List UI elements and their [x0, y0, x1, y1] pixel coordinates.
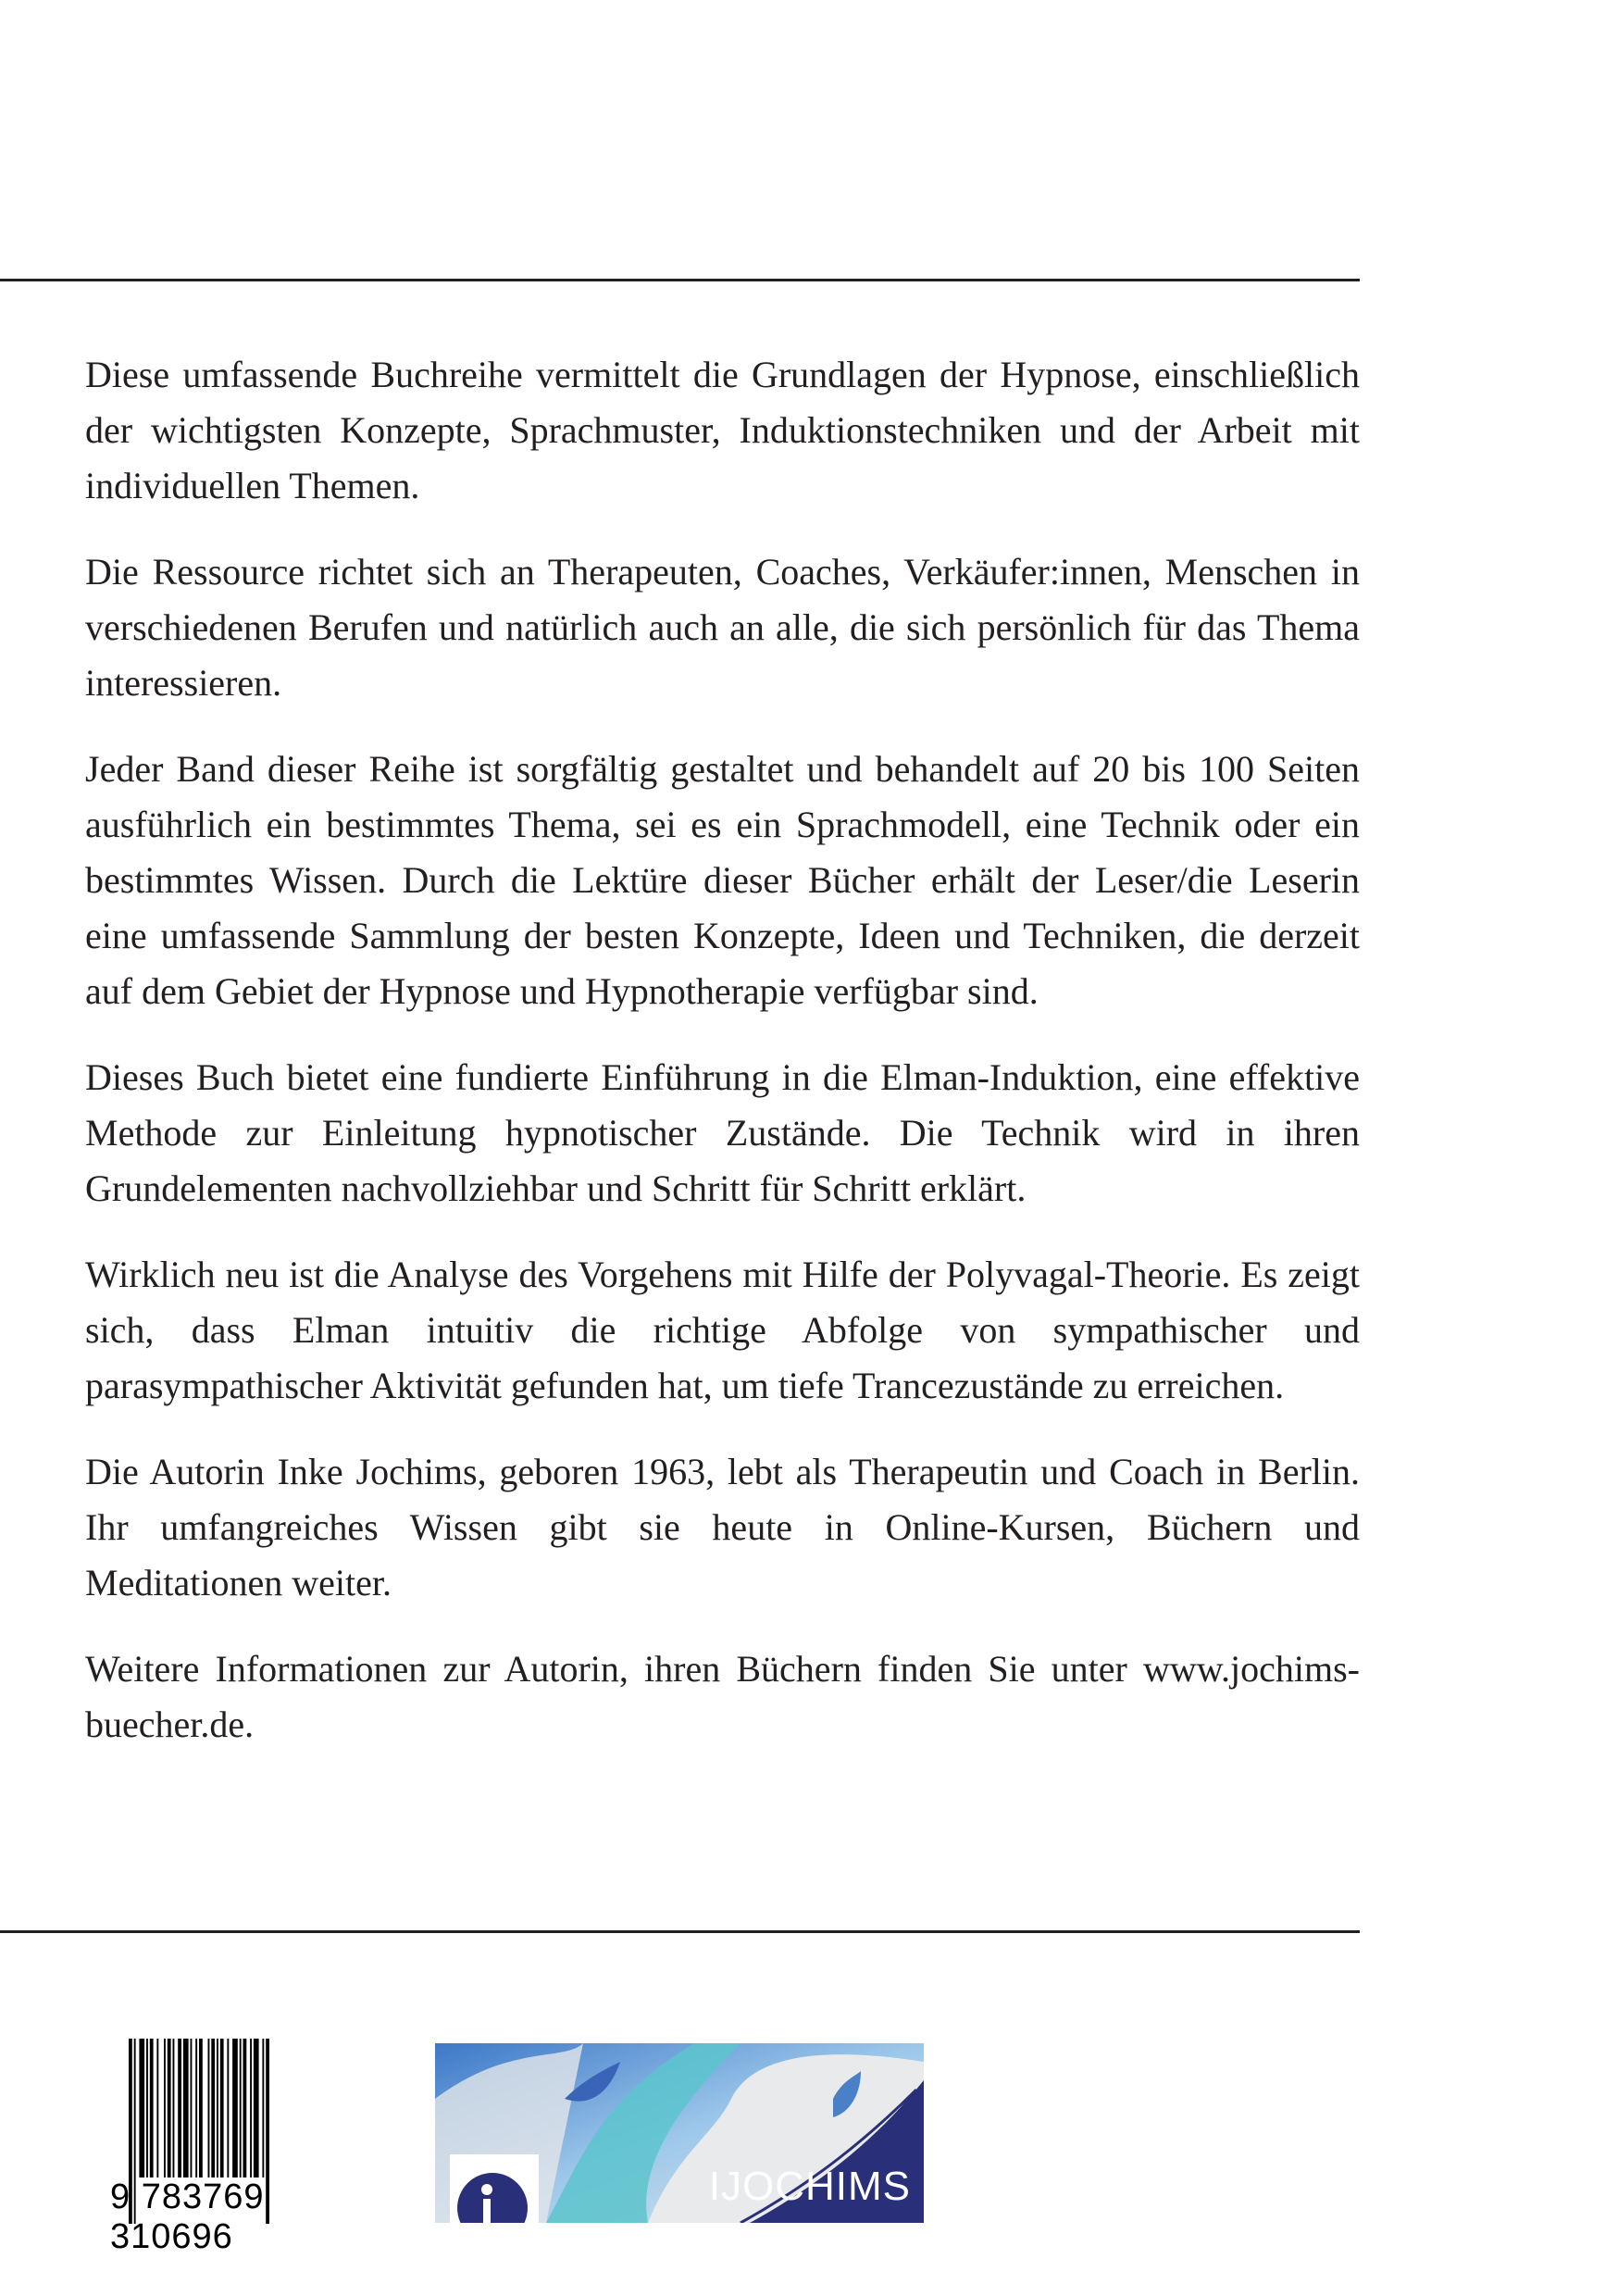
barcode-bar [150, 2039, 154, 2177]
barcode-bar [240, 2039, 242, 2177]
barcode-bar [232, 2039, 238, 2177]
paragraph-book: Dieses Buch bietet eine fundierte Einführung in die Elman-Induktion, eine effektive Methode zur Einleitung hypnotischer Zustände. Die Technik wird in ihren Grundelementen nachvollziehbar und Schritt für Schritt erklärt. [85, 1056, 1360, 1209]
barcode-bar [243, 2039, 247, 2177]
barcode-bar [208, 2039, 210, 2177]
paragraph-audience: Die Ressource richtet sich an Therapeuten, Coaches, Verkäufer:innen, Menschen in verschiedenen Berufen und natürlich auch an alle, die sich persönlich für das Thema interessieren. [85, 551, 1360, 704]
paragraph-website: Weitere Informationen zur Autorin, ihren Büchern finden Sie unter www.jochims-buecher.de. [85, 1648, 1360, 1745]
paragraph-series: Diese umfassende Buchreihe vermittelt die Grundlagen der Hypnose, einschließlich der wichtigsten Konzepte, Sprachmuster, Induktionstechniken und der Arbeit mit individuellen Themen. [85, 354, 1360, 506]
barcode-bar [195, 2039, 197, 2177]
barcode-bar [254, 2039, 259, 2177]
paragraph-author: Die Autorin Inke Jochims, geboren 1963, lebt als Therapeutin und Coach in Berlin. Ihr umfangreiches Wissen gibt sie heute in Online-Kursen, Büchern und Meditationen weiter. [85, 1451, 1360, 1603]
paragraph-polyvagal: Wirklich neu ist die Analyse des Vorgehens mit Hilfe der Polyvagal-Theorie. Es zeigt sich, dass Elman intuitiv die richtige Abfolge von sympathischer und parasympathischer Aktivität gefunden hat, um tiefe Trancezustände zu erreichen. [85, 1254, 1360, 1406]
barcode-bar [156, 2039, 158, 2177]
paragraph-volumes: Jeder Band dieser Reihe ist sorgfältig gestaltet und behandelt auf 20 bis 100 Seiten ausführlich ein bestimmtes Thema, sei es ein Sprachmodell, eine Technik oder ein bestimmtes Wissen. Durch die Lektüre dieser Bücher erhält der Leser/die Leserin eine umfassende Sammlung der besten Konzepte, Ideen und Techniken, die derzeit auf dem Gebiet der Hypnose und Hypnotherapie verfügbar sind. [85, 748, 1360, 1012]
barcode-bar [262, 2039, 264, 2177]
barcode-bar [211, 2039, 215, 2177]
barcode-bar [217, 2039, 218, 2177]
barcode-bar [183, 2039, 189, 2177]
barcode-bar [227, 2039, 229, 2177]
back-cover-text [85, 347, 1360, 1783]
bottom-divider [0, 1930, 1360, 1933]
barcode-bar [173, 2039, 175, 2177]
barcode-bar [250, 2039, 252, 2177]
barcode-bar [199, 2039, 203, 2177]
publisher-name: IJOCHIMS [708, 2164, 911, 2209]
barcode-bar [178, 2039, 181, 2177]
barcode-bar [168, 2039, 171, 2177]
barcode-bar [146, 2039, 148, 2177]
top-divider [0, 279, 1360, 281]
barcode-bar [220, 2039, 224, 2177]
publisher-logo [435, 2043, 924, 2223]
barcode-bar [191, 2039, 193, 2177]
barcode-bar [164, 2039, 166, 2177]
barcode-bar [139, 2039, 144, 2177]
isbn-number: 9 783769 310696 [110, 2177, 265, 2256]
